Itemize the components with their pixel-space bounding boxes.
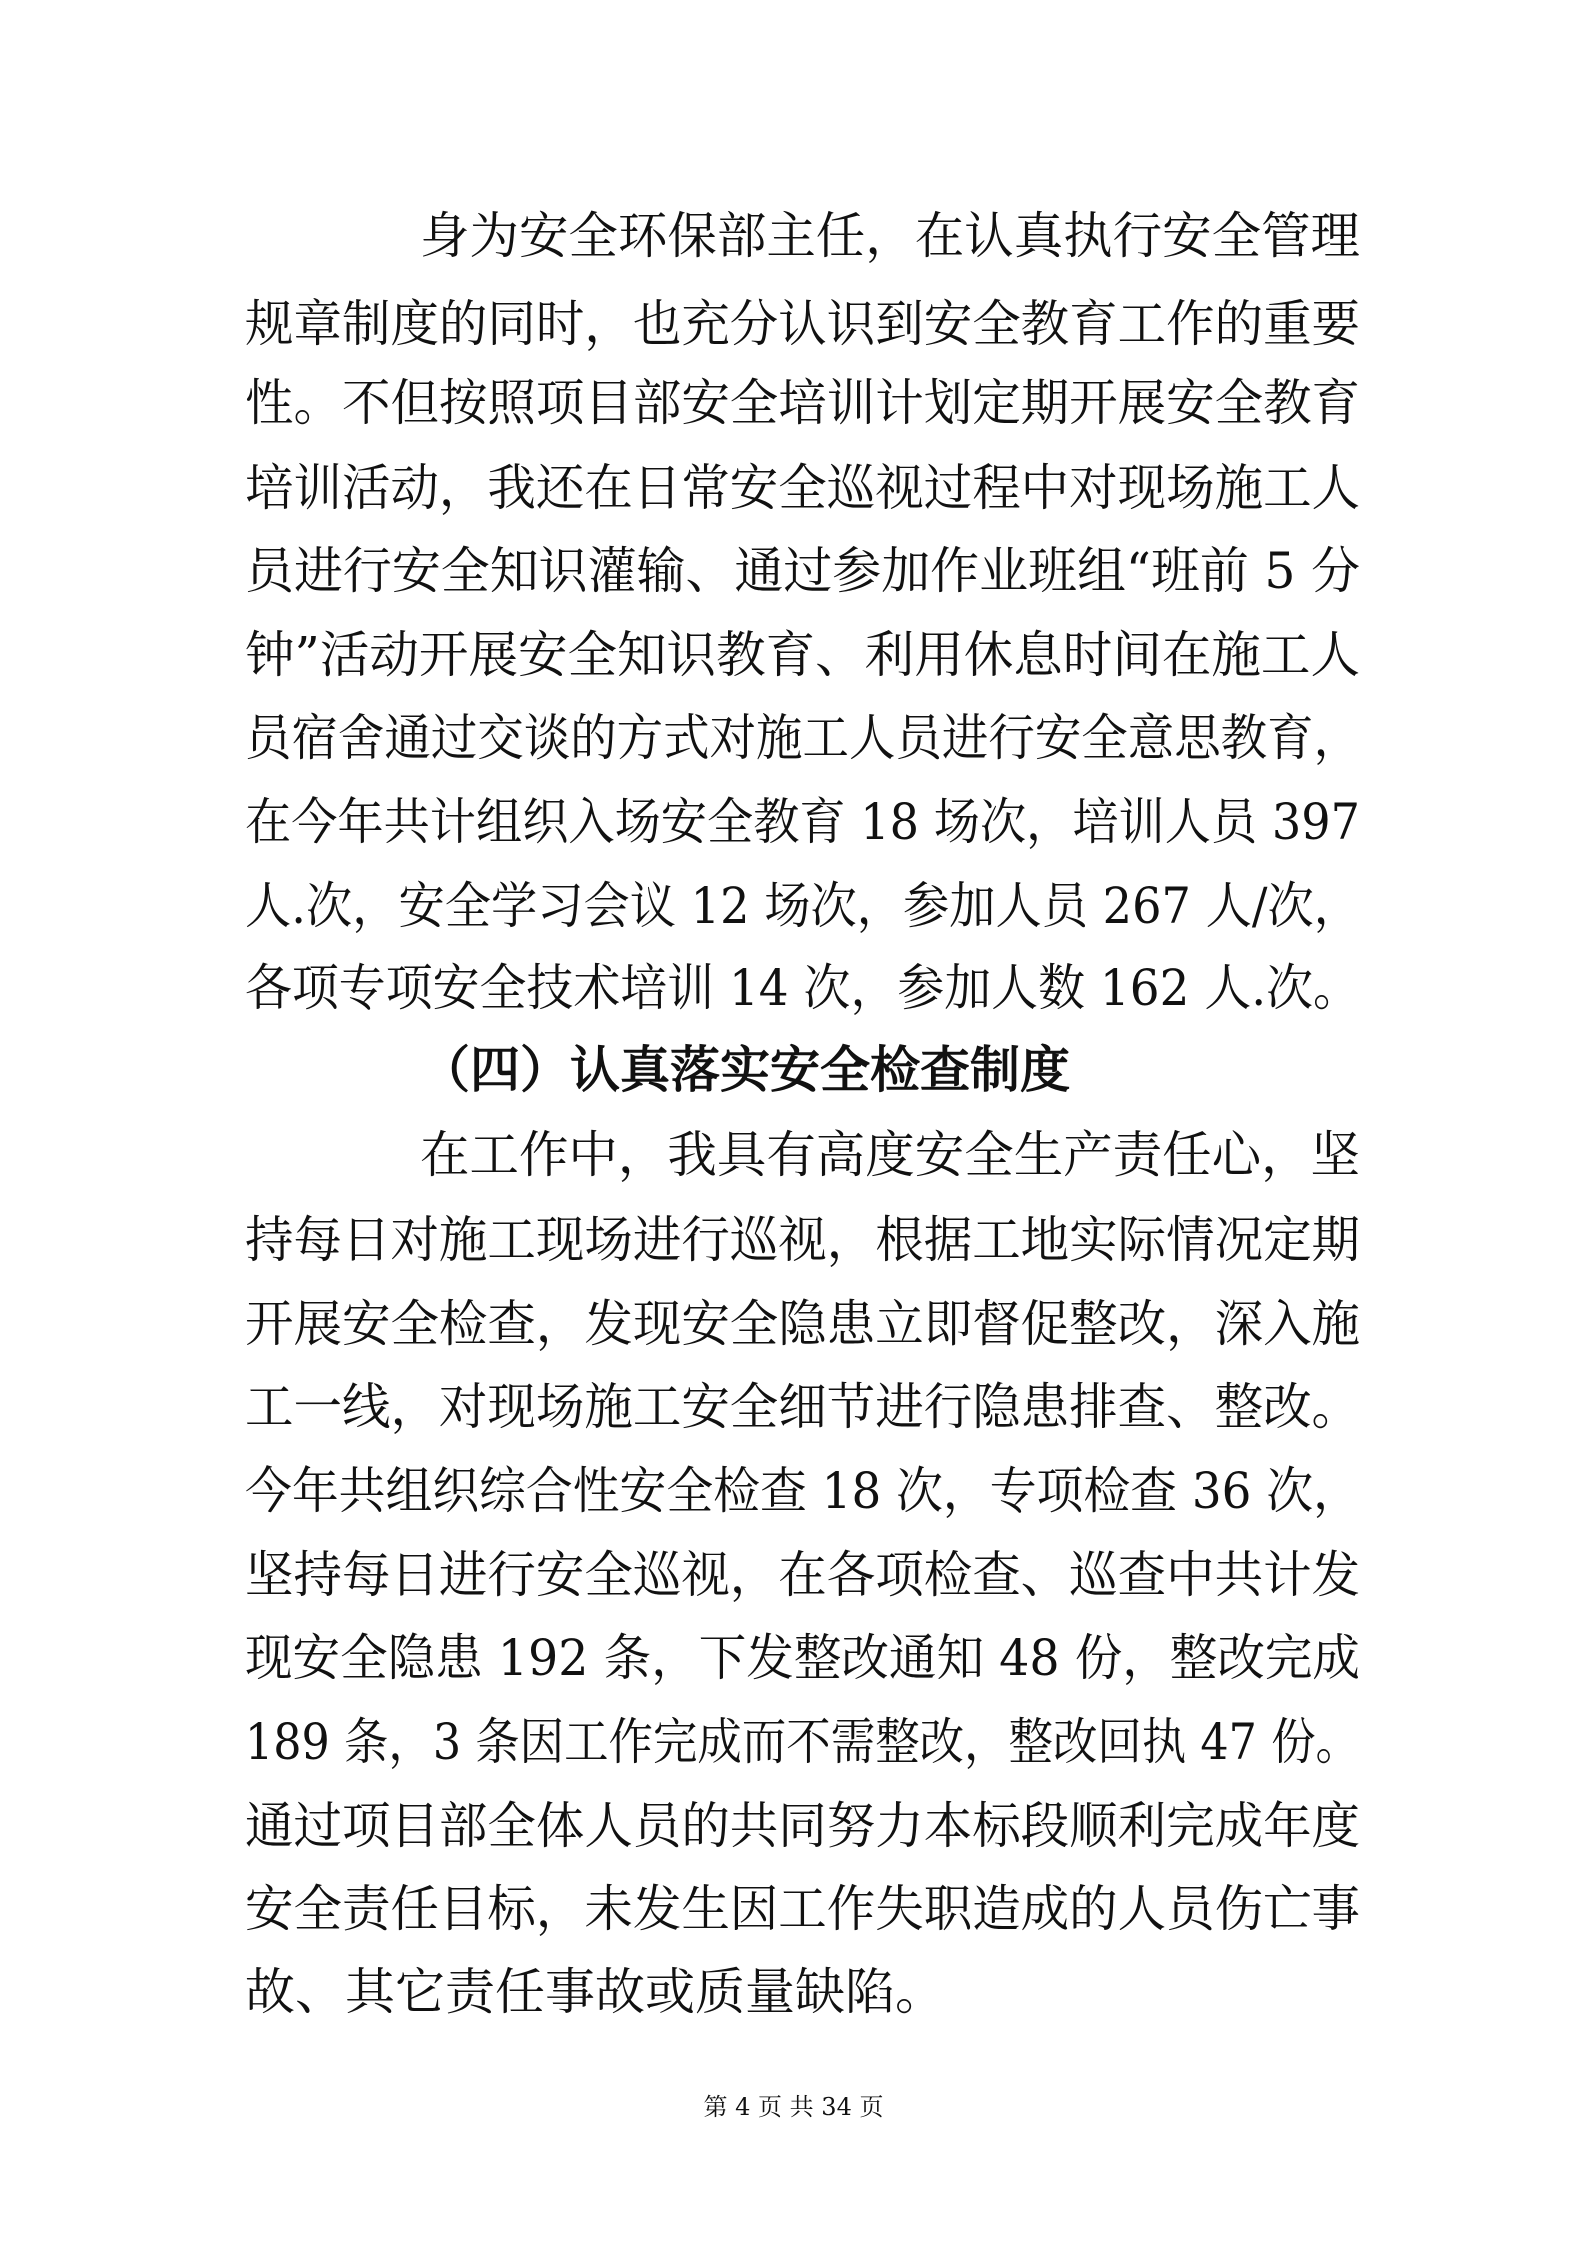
page-number-footer	[0, 2092, 1587, 2122]
document-page: 身为安全环保部主任，在认真执行安全管理 规章制度的同时，也充分认识到安全教育工作的重要 性。不但按照项目部安全培训计划定期开展安全教育 培训活动，我还在日常安全巡视过程中对现场施工人 员进行安全知识灌输、通过参加作业班组“班前 5 分 钟”活动开展安全知识教育、利用休息时间在施工人 员宿舍通过交谈的方式对施工人员进行安全意思教育， 在今年共计组织入场安全教育 18 场次，培训人员 397 人.次，安全学习会议 12 场次，参加人员 267 人/次， 各项专项安全技术培训 14 次，参加人数 162 人.次。 （四）认真落实安全检查制度 在工作中，我具有高度安全生产责任心，坚 持每日对施工现场进行巡视，根据工地实际情况定期 开展安全检查，发现安全隐患立即督促整改，深入施 工一线，对现场施工安全细节进行隐患排查、整改。 今年共组织综合性安全检查 18 次，专项检查 36 次， 坚持每日进行安全巡视，在各项检查、巡查中共计发 现安全隐患 192 条，下发整改通知 48 份，整改完成 189 条，3 条因工作完成而不需整改，整改回执 47 份。 通过项目部全体人员的共同努力本标段顺利完成年度 安全责任目标，未发生因工作失职造成的人员伤亡事 故、其它责任事故或质量缺陷。 第 4 页 共 34 页	[0, 0, 1587, 2245]
page-number-label: 第 4 页 共 34 页	[703, 2093, 884, 2121]
